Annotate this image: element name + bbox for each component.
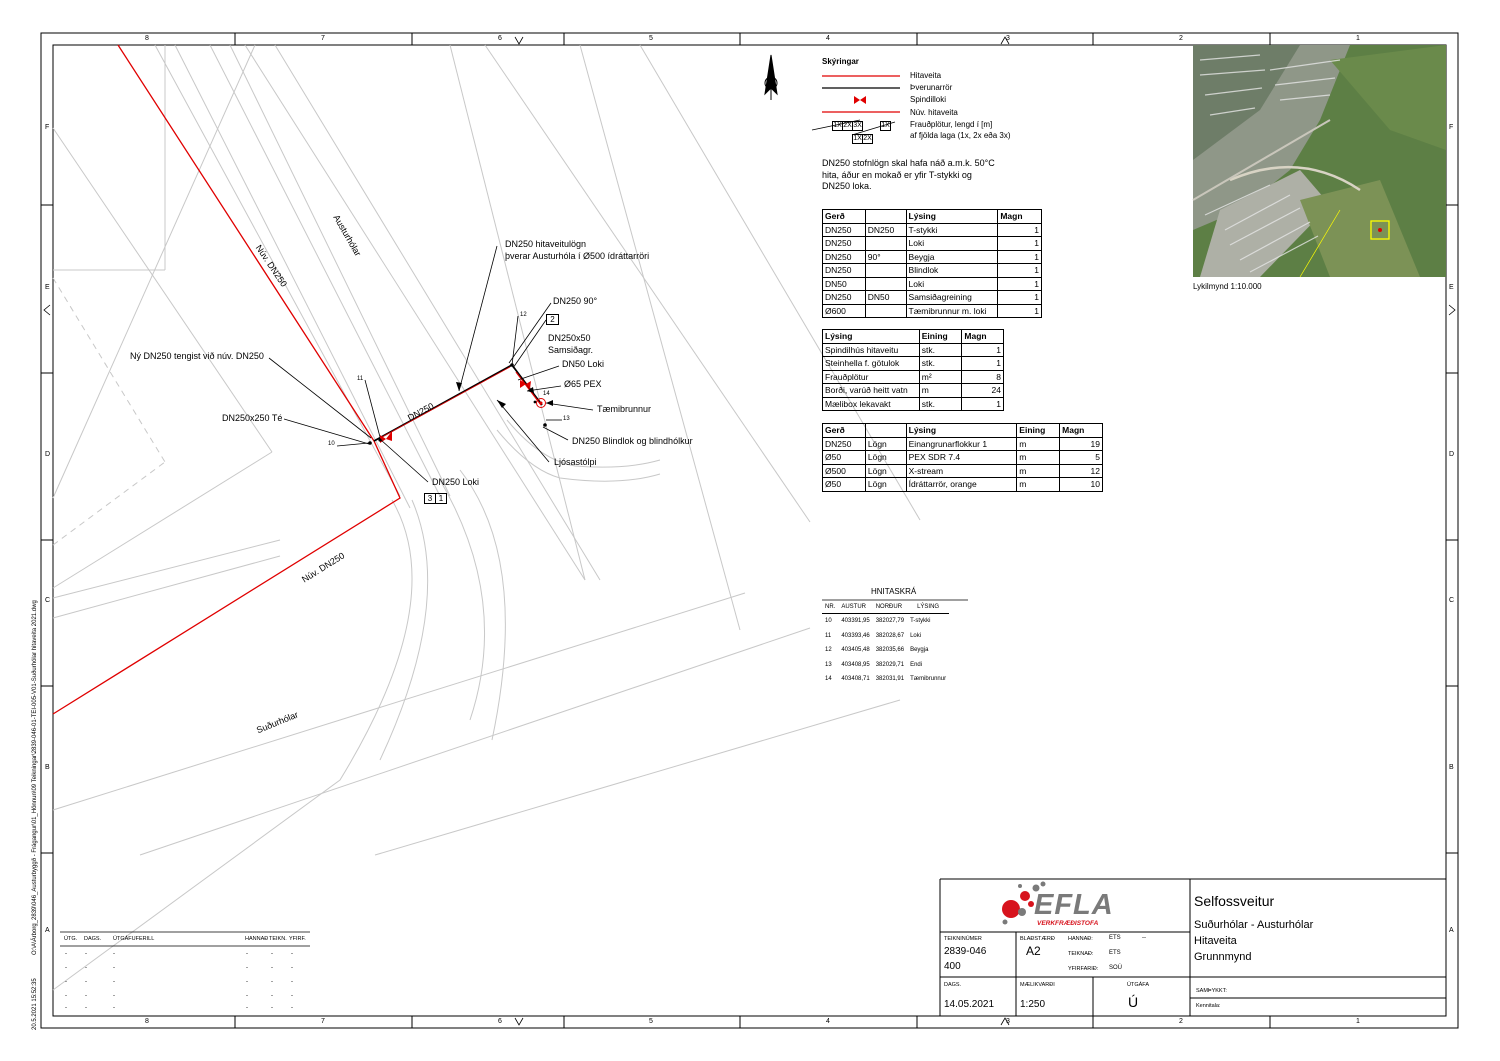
rev-dash: -	[246, 951, 248, 957]
rev-header-utgafuferill: ÚTGÁFUFERILL	[113, 936, 155, 942]
table-cell: Tæmibrunnur m. loki	[906, 304, 998, 318]
table-cell: PEX SDR 7.4	[906, 451, 1017, 465]
table-cell: Lögn	[865, 478, 906, 492]
table-cell: 1	[998, 250, 1042, 264]
leader-lines	[269, 246, 593, 482]
table-header: Eining	[919, 330, 962, 344]
col-label-8: 8	[145, 35, 149, 42]
table-cell: DN50	[865, 291, 906, 305]
plate-box-3: 3	[424, 493, 436, 504]
table-cell: m	[1017, 478, 1060, 492]
callout-hitaveitulogn-2: þverar Austurhóla í Ø500 ídráttarröri	[505, 251, 650, 261]
hannad-value: ETS	[1109, 935, 1121, 941]
table-cell: 1	[998, 277, 1042, 291]
valve-symbols	[380, 380, 531, 443]
table-cell: Mælibox lekavakt	[823, 397, 920, 411]
legend-plates-2: af fjölda laga (1x, 2x eða 3x)	[910, 131, 1011, 140]
rev-header-utg: ÚTG.	[64, 936, 78, 942]
rev-dash: -	[291, 993, 293, 999]
table-cell: 19	[1060, 437, 1103, 451]
point-label-11: 11	[357, 376, 364, 382]
key-map-caption: Lykilmynd 1:10.000	[1193, 282, 1262, 291]
col-label-6-bottom: 6	[498, 1018, 502, 1025]
table-cell: 10	[1060, 478, 1103, 492]
table-row	[823, 277, 1042, 291]
yfirfarid-value: SOÚ	[1109, 965, 1123, 971]
new-dn250-pipe	[374, 365, 542, 441]
table-cell: Steinhella f. götulok	[823, 357, 920, 371]
rev-dash: -	[246, 1005, 248, 1011]
samthykkt-label: SAMÞYKKT:	[1196, 988, 1227, 994]
bladstaerd-label: BLAÐSTÆRÐ	[1020, 936, 1055, 942]
legend-plate-2x-c: 2X	[863, 135, 872, 142]
efla-logo-subtitle: VERKFRÆÐISTOFA	[1037, 920, 1099, 927]
table-row	[823, 250, 1042, 264]
table-row	[823, 343, 1004, 357]
col-label-3-bottom: 3	[1006, 1018, 1010, 1025]
table-cell: Borði, varúð heitt vatn	[823, 384, 920, 398]
table-header: Magn	[1060, 424, 1103, 438]
street-label-sudurholar: Suðurhólar	[255, 709, 300, 736]
row-label-e: E	[45, 284, 50, 291]
point-label-13: 13	[563, 416, 570, 422]
table-cell: Endi	[910, 661, 923, 668]
table-cell: 8	[962, 370, 1004, 384]
point-label-12: 12	[520, 312, 527, 318]
table-row	[823, 370, 1004, 384]
table-cell: 10	[825, 618, 832, 625]
rev-header-dags: DAGS.	[84, 936, 102, 942]
bladstaerd-value: A2	[1026, 944, 1041, 958]
callout-dn50-loki: DN50 Loki	[562, 359, 605, 369]
table-cell: 90°	[865, 250, 906, 264]
table-cell: Frauðplötur	[823, 370, 920, 384]
table-cell: 1	[962, 397, 1004, 411]
label-nuv-dn250-upper: Núv. DN250	[253, 243, 290, 289]
table-cell: Einangrunarflokkur 1	[906, 437, 1017, 451]
table-cell: Ø500	[823, 464, 866, 478]
row-label-a: A	[45, 927, 50, 934]
table-header-row	[823, 210, 1042, 224]
rev-dash: -	[65, 951, 67, 957]
table-row	[823, 437, 1103, 451]
callout-hitaveitulogn-1: DN250 hitaveitulögn	[505, 239, 587, 249]
table-header: NR.	[822, 601, 838, 614]
kennitala-label: Kennitala:	[1196, 1003, 1221, 1009]
table-cell: DN250	[865, 223, 906, 237]
point-label-10: 10	[328, 441, 335, 447]
teiknad-value: ETS	[1109, 950, 1121, 956]
existing-dn250-pipe	[53, 45, 400, 714]
table-header: Lýsing	[823, 330, 920, 344]
dags-label: DAGS.	[944, 982, 962, 988]
legend-nuv-hitaveita: Núv. hitaveita	[910, 108, 958, 117]
col-label-8-bottom: 8	[145, 1018, 149, 1025]
table-cell: Beygja	[910, 647, 929, 654]
teikninumer-value-1: 2839-046	[944, 946, 987, 957]
plate-box-2: 2	[546, 314, 559, 325]
callout-samsid-1: DN250x50	[548, 333, 591, 343]
utgafa-value: Ú	[1128, 994, 1139, 1010]
table-row	[823, 237, 1042, 251]
table-cell: 12	[1060, 464, 1103, 478]
table-cell: Loki	[906, 237, 998, 251]
table-row	[822, 643, 949, 658]
project-line-2: Hitaveita	[1194, 935, 1237, 947]
rev-dash: -	[85, 979, 87, 985]
note-line-3: DN250 loka.	[822, 181, 872, 191]
table-row	[823, 223, 1042, 237]
rev-dash: -	[271, 979, 273, 985]
table-row	[822, 672, 949, 687]
legend-plates-1: Frauðplötur, lengd í [m]	[910, 120, 993, 129]
table-cell: Lögn	[865, 437, 906, 451]
col-label-1-bottom: 1	[1356, 1018, 1360, 1025]
legend-thverunarror: Þverunarrör	[910, 83, 953, 92]
legend-plate-1x-c: 1X	[853, 135, 862, 142]
rev-dash: -	[113, 993, 115, 999]
legend-plate-2x: 2X	[843, 122, 852, 129]
table-row	[822, 614, 949, 629]
table-row	[823, 478, 1103, 492]
legend-spindilloki: Spindilloki	[910, 95, 947, 104]
table-cell	[865, 304, 906, 318]
table-cell: Loki	[910, 632, 922, 639]
legend-plate-1x: 1X	[833, 122, 842, 129]
table-cell: 11	[825, 632, 832, 639]
row-label-b-right: B	[1449, 764, 1454, 771]
table-row	[822, 658, 949, 673]
material-table-1	[822, 209, 1042, 318]
table-cell: 13	[825, 661, 832, 668]
callout-te: DN250x250 Té	[222, 413, 283, 423]
table-cell: 24	[962, 384, 1004, 398]
key-map-image	[1193, 45, 1446, 277]
rev-dash: -	[271, 951, 273, 957]
rev-dash: -	[113, 951, 115, 957]
table-cell: 382031,91	[875, 676, 905, 683]
teikninumer-value-2: 400	[944, 961, 961, 972]
table-cell	[865, 264, 906, 278]
col-label-2-bottom: 2	[1179, 1018, 1183, 1025]
legend-plate-1x-b: 1X	[881, 122, 890, 129]
project-line-1: Suðurhólar - Austurhólar	[1194, 919, 1314, 931]
table-cell: T-stykki	[906, 223, 998, 237]
rev-dash: -	[246, 979, 248, 985]
side-file-path: O:\A\Árborg_2839\046_Austurbyggð - Frágangur\01_Hönnun\09 Teikningar\2839-046-01-TEI-005-V01-Suðurhólar hitaveita 2021.dwg	[32, 600, 38, 955]
row-label-b: B	[45, 764, 50, 771]
table-cell: 403405,48	[841, 647, 870, 654]
table-header: Magn	[998, 210, 1042, 224]
hannad-label: HANNAÐ:	[1068, 936, 1093, 942]
table-cell: Lögn	[865, 451, 906, 465]
hannad-extra: --	[1142, 935, 1146, 941]
table-cell: DN50	[823, 277, 866, 291]
table-cell: 1	[998, 264, 1042, 278]
table-cell: Ídráttarrör, orange	[906, 478, 1017, 492]
note-line-2: hita, áður en mokað er yfir T-stykki og	[822, 170, 972, 180]
table-cell: 1	[998, 237, 1042, 251]
row-label-f-right: F	[1449, 124, 1454, 131]
efla-logo-text: EFLA	[1034, 889, 1114, 921]
table-cell: m²	[919, 370, 962, 384]
callout-ljosastolpi: Ljósastólpi	[554, 457, 597, 467]
project-line-3: Grunnmynd	[1194, 951, 1252, 963]
row-label-c: C	[45, 597, 51, 604]
table-cell: m	[1017, 437, 1060, 451]
table-cell: DN250	[823, 250, 866, 264]
table-cell: 1	[998, 223, 1042, 237]
rev-dash: -	[113, 965, 115, 971]
table-cell: 403391,95	[841, 618, 870, 625]
rev-dash: -	[65, 1005, 67, 1011]
table-cell: DN250	[823, 223, 866, 237]
yfirfarid-label: YFIRFARIÐ:	[1068, 966, 1099, 972]
rev-dash: -	[271, 993, 273, 999]
table-header: LÝSING	[907, 601, 949, 614]
table-header: NORÐUR	[873, 601, 907, 614]
table-cell: stk.	[919, 397, 962, 411]
table-row	[823, 384, 1004, 398]
table-header-row	[822, 601, 949, 614]
rev-dash: -	[291, 965, 293, 971]
coords-table	[822, 601, 949, 687]
table-cell: 382027,79	[875, 618, 905, 625]
table-cell: DN250	[823, 264, 866, 278]
rev-header-teikn: TEIKN.	[269, 936, 287, 942]
table-header	[865, 210, 906, 224]
col-label-7-bottom: 7	[321, 1018, 325, 1025]
table-row	[823, 264, 1042, 278]
table-cell	[865, 237, 906, 251]
table-cell: T-stykki	[910, 618, 931, 625]
table-cell: m	[1017, 451, 1060, 465]
table-cell: Ø50	[823, 478, 866, 492]
rev-dash: -	[113, 1005, 115, 1011]
callout-bend: DN250 90°	[553, 296, 598, 306]
col-label-4-bottom: 4	[826, 1018, 830, 1025]
callout-blindlok: DN250 Blindlok og blindhólkur	[572, 436, 693, 446]
table-cell: 14	[825, 676, 832, 683]
maelikvardi-value: 1:250	[1020, 999, 1046, 1010]
dags-value: 14.05.2021	[944, 999, 995, 1010]
maelikvardi-label: MÆLIKVARÐI	[1020, 982, 1055, 988]
teikninumer-label: TEIKNINÚMER	[944, 936, 982, 942]
table-cell: stk.	[919, 343, 962, 357]
label-pipe-dn250: DN250	[406, 400, 436, 423]
table-cell: Ø600	[823, 304, 866, 318]
row-label-e-right: E	[1449, 284, 1454, 291]
table-row	[822, 629, 949, 644]
callout-samsid-2: Samsiðagr.	[548, 345, 594, 355]
table-header	[865, 424, 906, 438]
rev-dash: -	[65, 993, 67, 999]
table-cell: 12	[825, 647, 832, 654]
table-header: Lýsing	[906, 210, 998, 224]
table-header: AUSTUR	[838, 601, 872, 614]
plate-box-1: 1	[435, 493, 447, 504]
table-cell: 403408,71	[841, 676, 870, 683]
new-hitaveita-segment	[382, 367, 510, 437]
point-label-14: 14	[543, 391, 550, 397]
coords-title: HNITASKRÁ	[871, 587, 917, 596]
table-cell: 403393,46	[841, 632, 870, 639]
table-cell: Beygja	[906, 250, 998, 264]
rev-dash: -	[65, 979, 67, 985]
table-header: Lýsing	[906, 424, 1017, 438]
table-cell	[865, 277, 906, 291]
table-cell: 382035,66	[875, 647, 905, 654]
street-label-austurholar: Austurhólar	[331, 213, 364, 258]
legend-plate-3x: 3X	[853, 122, 862, 129]
table-row	[823, 397, 1004, 411]
table-row	[823, 304, 1042, 318]
table-cell: 1	[962, 343, 1004, 357]
rev-dash: -	[291, 979, 293, 985]
rev-dash: -	[291, 1005, 293, 1011]
rev-dash: -	[85, 965, 87, 971]
table-cell: 1	[998, 304, 1042, 318]
rev-header-hannad: HANNAÐ	[245, 936, 269, 942]
table-cell: m	[1017, 464, 1060, 478]
rev-dash: -	[65, 965, 67, 971]
table-cell: DN250	[823, 237, 866, 251]
table-cell: Lögn	[865, 464, 906, 478]
table-header-row	[823, 424, 1103, 438]
col-label-5-bottom: 5	[649, 1018, 653, 1025]
road-lines	[53, 45, 920, 990]
table-row	[823, 464, 1103, 478]
table-cell: 403408,95	[841, 661, 870, 668]
utgafa-label: ÚTGÁFA	[1127, 982, 1150, 988]
col-label-4: 4	[826, 35, 830, 42]
table-header: Magn	[962, 330, 1004, 344]
rev-dash: -	[291, 951, 293, 957]
table-cell: Ø50	[823, 451, 866, 465]
table-cell: Spindilhús hitaveitu	[823, 343, 920, 357]
row-label-d-right: D	[1449, 451, 1455, 458]
teiknad-label: TEIKNAÐ:	[1068, 951, 1094, 957]
table-header: Eining	[1017, 424, 1060, 438]
rev-dash: -	[271, 1005, 273, 1011]
rev-dash: -	[85, 993, 87, 999]
table-cell: 382028,67	[875, 632, 905, 639]
north-arrow	[765, 55, 777, 100]
table-cell: 382029,71	[875, 661, 905, 668]
callout-taemibrunnur: Tæmibrunnur	[597, 404, 652, 414]
row-label-c-right: C	[1449, 597, 1455, 604]
table-cell: m	[919, 384, 962, 398]
col-label-5: 5	[649, 35, 653, 42]
side-stamp: 20.5.2021 15:52:35	[32, 978, 38, 1030]
table-row	[823, 291, 1042, 305]
row-label-a-right: A	[1449, 927, 1454, 934]
col-label-7: 7	[321, 35, 325, 42]
table-cell: 1	[962, 357, 1004, 371]
table-cell: DN250	[823, 291, 866, 305]
table-row	[823, 357, 1004, 371]
table-cell: 5	[1060, 451, 1103, 465]
col-label-3: 3	[1006, 35, 1010, 42]
row-label-f: F	[45, 124, 50, 131]
rev-header-yfirf: YFIRF.	[289, 936, 306, 942]
material-table-2	[822, 329, 1004, 411]
table-cell: 1	[998, 291, 1042, 305]
rev-dash: -	[113, 979, 115, 985]
table-row	[823, 451, 1103, 465]
legend-hitaveita: Hitaveita	[910, 71, 942, 80]
table-cell: Loki	[906, 277, 998, 291]
table-cell: Samsiðagreining	[906, 291, 998, 305]
rev-dash: -	[271, 965, 273, 971]
rev-dash: -	[85, 951, 87, 957]
table-cell: Tæmibrunnur	[910, 676, 947, 683]
title-block-lines	[940, 879, 1446, 1016]
rev-dash: -	[246, 993, 248, 999]
table-cell: stk.	[919, 357, 962, 371]
callout-pex: Ø65 PEX	[564, 379, 602, 389]
rev-dash: -	[246, 965, 248, 971]
callout-dn250-loki: DN250 Loki	[432, 477, 480, 487]
table-cell: X-stream	[906, 464, 1017, 478]
rev-dash: -	[85, 1005, 87, 1011]
label-nuv-dn250-lower: Núv. DN250	[300, 550, 347, 585]
col-label-1: 1	[1356, 35, 1360, 42]
table-header: Gerð	[823, 210, 866, 224]
table-cell: DN250	[823, 437, 866, 451]
col-label-2: 2	[1179, 35, 1183, 42]
client-name: Selfossveitur	[1194, 893, 1275, 909]
note-line-1: DN250 stofnlögn skal hafa náð a.m.k. 50°C	[822, 158, 995, 168]
col-label-6: 6	[498, 35, 502, 42]
callout-ny-dn250: Ný DN250 tengist við núv. DN250	[130, 351, 264, 361]
table-header: Gerð	[823, 424, 866, 438]
material-table-3	[822, 423, 1103, 492]
row-label-d: D	[45, 451, 51, 458]
table-header-row	[823, 330, 1004, 344]
table-cell: Blindlok	[906, 264, 998, 278]
legend-title: Skýringar	[822, 57, 859, 66]
